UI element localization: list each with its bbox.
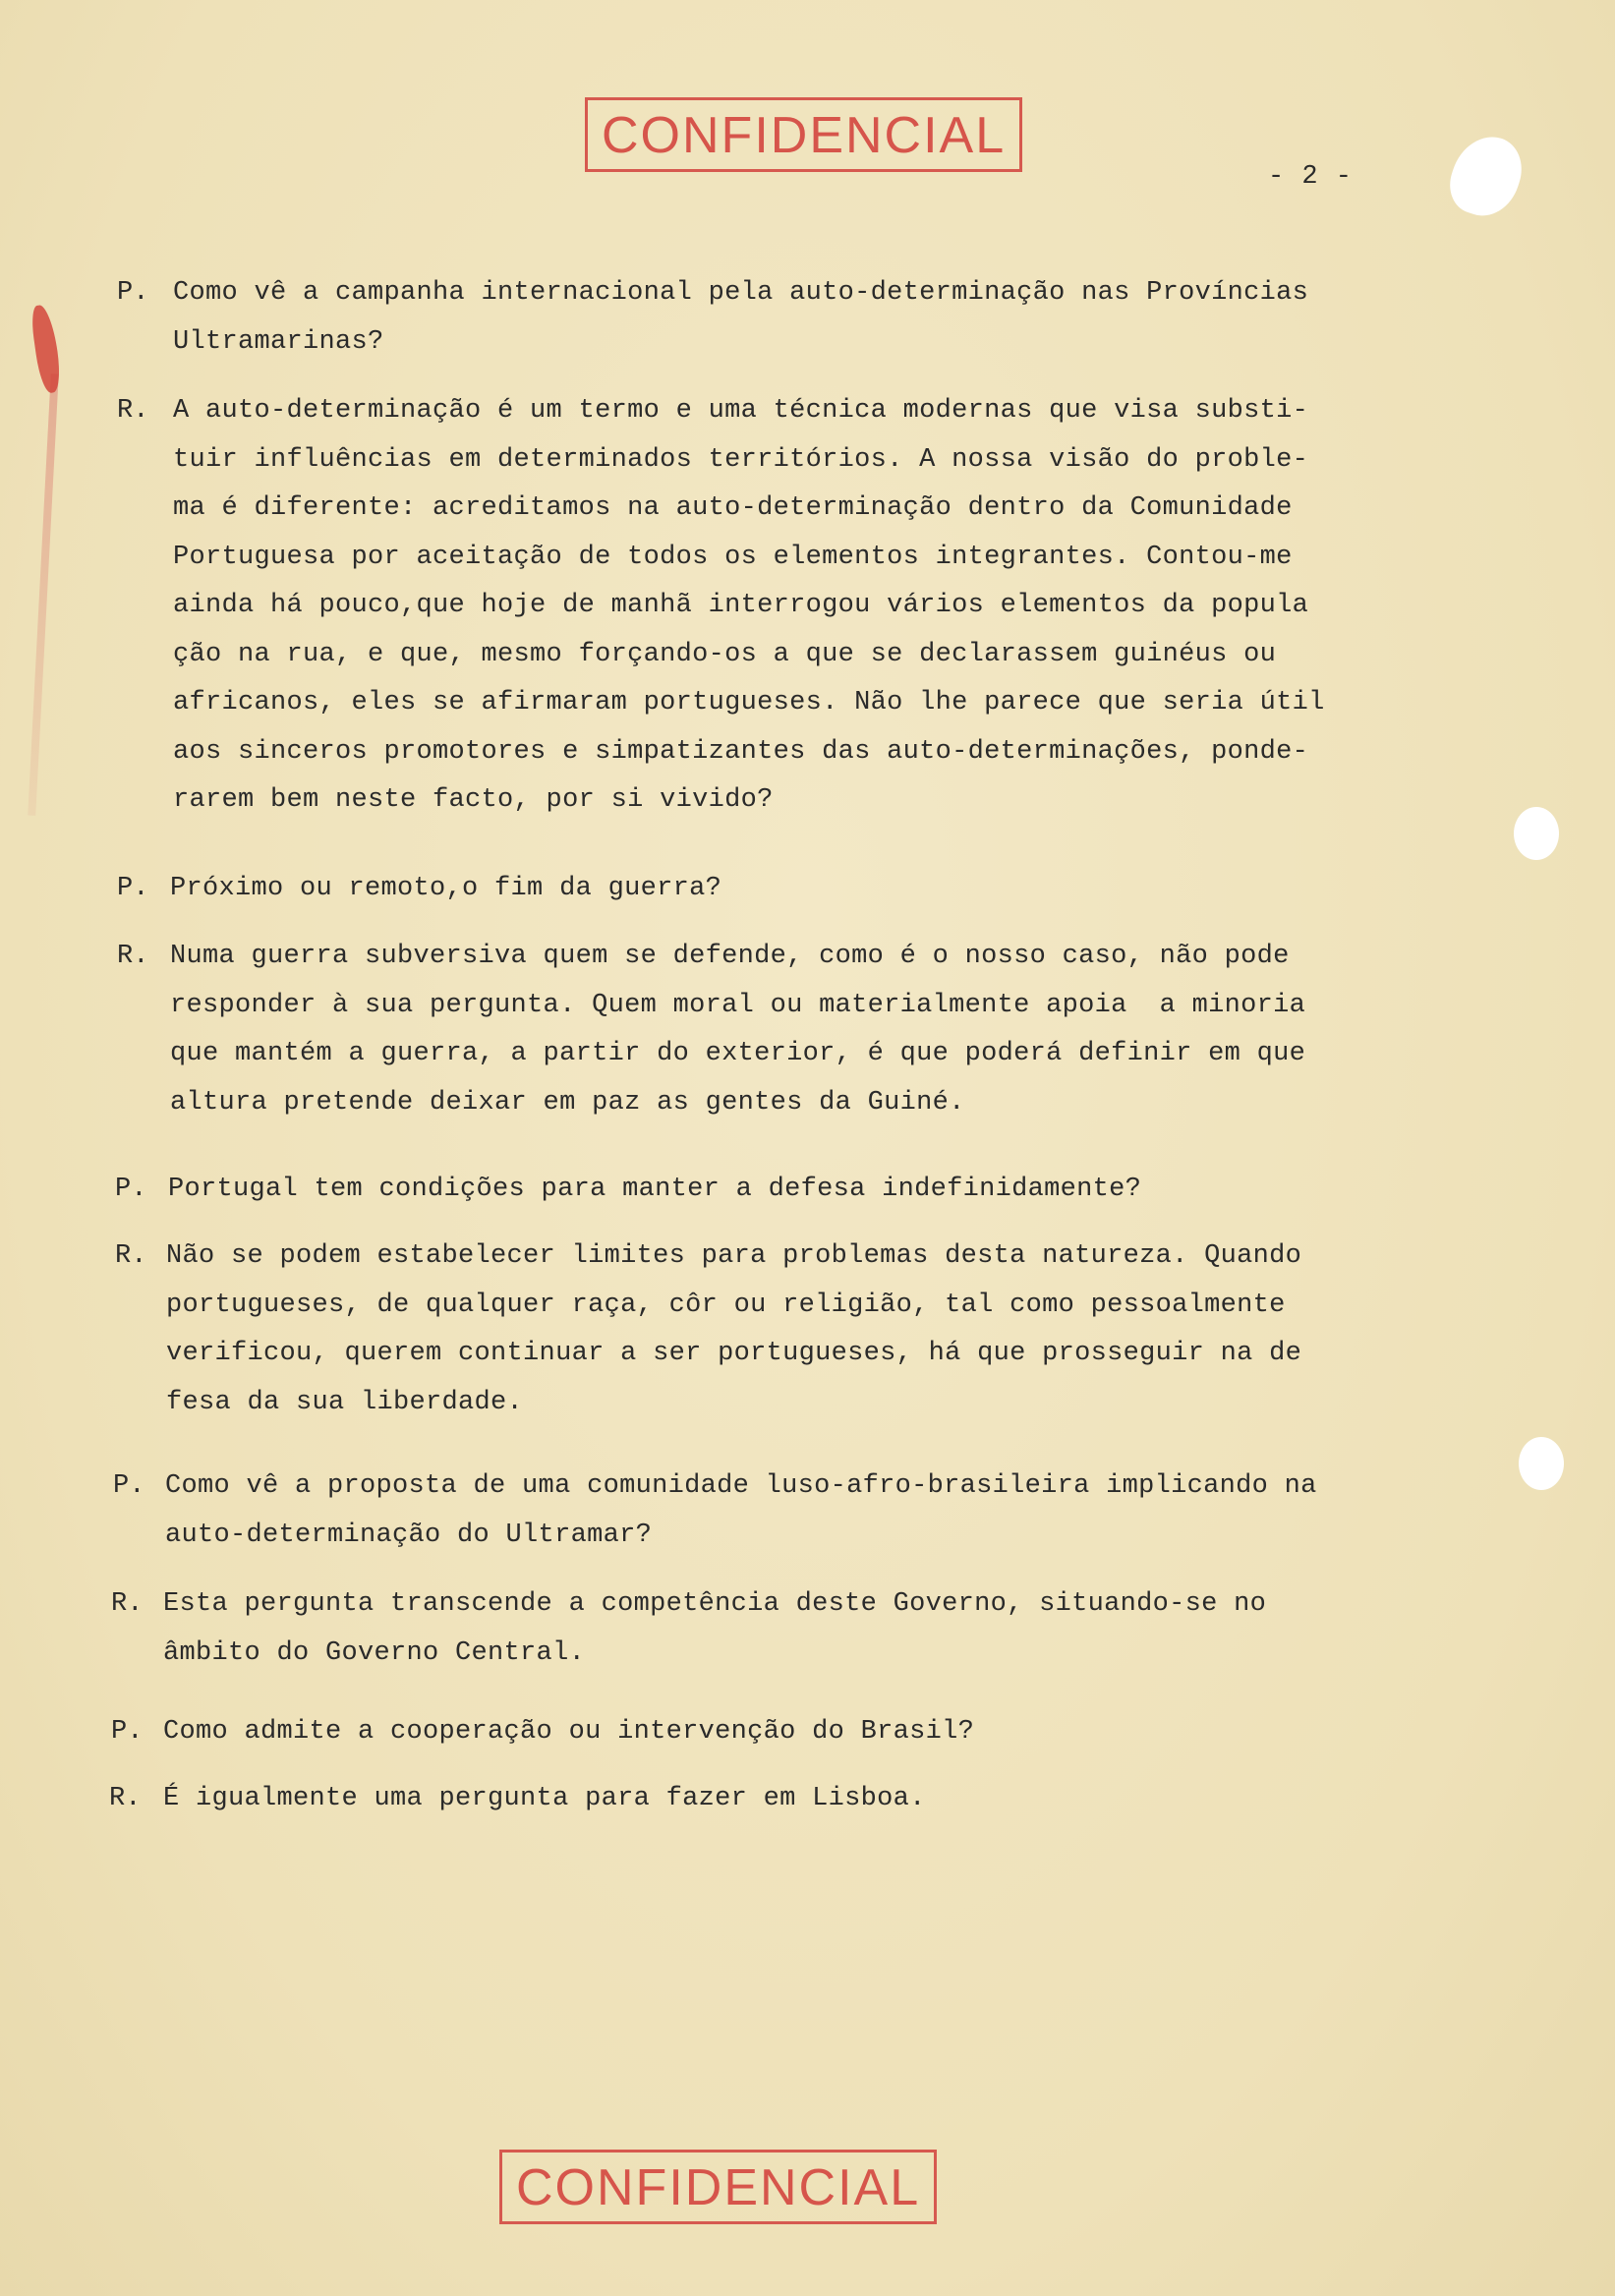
question-text [168, 1166, 1141, 1215]
text-line: Não se podem estabelecer limites para problemas desta natureza. Quando [166, 1241, 1302, 1271]
text-line: Portuguesa por aceitação de todos os elementos integrantes. Contou-me [173, 542, 1293, 572]
text-line: Esta pergunta transcende a competência deste Governo, situando-se no [163, 1589, 1267, 1619]
text-line: Como vê a campanha internacional pela auto-determinação nas Províncias [173, 278, 1309, 308]
text-line: auto-determinação do Ultramar? [165, 1520, 653, 1550]
question-label: P. [113, 1471, 145, 1501]
punch-hole [1519, 1437, 1564, 1490]
question-label: P. [117, 278, 149, 308]
confidential-stamp-bottom: CONFIDENCIAL [499, 2150, 937, 2224]
text-line: rarem bem neste facto, por si vivido? [173, 785, 774, 815]
text-line: Portugal tem condições para manter a defesa indefinidamente? [168, 1175, 1142, 1204]
red-pencil-mark [29, 304, 63, 394]
answer-text [163, 1775, 926, 1824]
question-text [163, 1708, 974, 1757]
answer-label: R. [117, 396, 149, 426]
text-line: verificou, querem continuar a ser portugueses, há que prosseguir na de [166, 1339, 1302, 1368]
text-line: É igualmente uma pergunta para fazer em Lisboa. [163, 1784, 926, 1813]
text-line: portugueses, de qualquer raça, côr ou religião, tal como pessoalmente [166, 1290, 1286, 1320]
question-text [173, 269, 1308, 367]
text-line: altura pretende deixar em paz as gentes da Guiné. [170, 1087, 965, 1118]
text-line: Ultramarinas? [173, 326, 384, 357]
question-text [165, 1463, 1317, 1560]
text-line: que mantém a guerra, a partir do exterior, é que poderá definir em que [170, 1039, 1306, 1068]
answer-label: R. [117, 942, 149, 971]
question-text [170, 865, 721, 914]
answer-text [173, 387, 1325, 826]
text-line: africanos, eles se afirmaram portugueses. Não lhe parece que seria útil [173, 688, 1325, 718]
text-line: Como vê a proposta de uma comunidade luso-afro-brasileira implicando na [165, 1471, 1317, 1501]
text-line: responder à sua pergunta. Quem moral ou materialmente apoia a minoria [170, 990, 1306, 1020]
red-pencil-streak [28, 373, 59, 816]
text-line: Como admite a cooperação ou intervenção do Brasil? [163, 1717, 975, 1747]
answer-label: R. [115, 1241, 147, 1271]
punch-hole [1514, 807, 1559, 860]
text-line: tuir influências em determinados territórios. A nossa visão do proble- [173, 444, 1309, 475]
page-number: - 2 - [1268, 162, 1354, 192]
text-line: ma é diferente: acreditamos na auto-determinação dentro da Comunidade [173, 493, 1293, 523]
answer-label: R. [111, 1589, 144, 1619]
question-label: P. [117, 874, 149, 903]
answer-text [170, 933, 1305, 1127]
answer-text [166, 1233, 1301, 1427]
answer-label: R. [109, 1784, 142, 1813]
text-line: aos sinceros promotores e simpatizantes das auto-determinações, ponde- [173, 736, 1309, 767]
question-label: P. [111, 1717, 144, 1747]
question-label: P. [115, 1175, 147, 1204]
text-line: Próximo ou remoto,o fim da guerra? [170, 874, 722, 903]
text-line: ainda há pouco,que hoje de manhã interrogou vários elementos da popula [173, 591, 1309, 620]
text-line: fesa da sua liberdade. [166, 1387, 524, 1417]
text-line: A auto-determinação é um termo e uma técnica modernas que visa substi- [173, 396, 1309, 426]
text-line: Numa guerra subversiva quem se defende, como é o nosso caso, não pode [170, 942, 1290, 971]
answer-text [163, 1580, 1266, 1678]
confidential-stamp-top: CONFIDENCIAL [585, 97, 1022, 172]
text-line: âmbito do Governo Central. [163, 1637, 586, 1668]
text-line: ção na rua, e que, mesmo forçando-os a que se declarassem guinéus ou [173, 639, 1277, 669]
torn-corner [1442, 128, 1530, 225]
